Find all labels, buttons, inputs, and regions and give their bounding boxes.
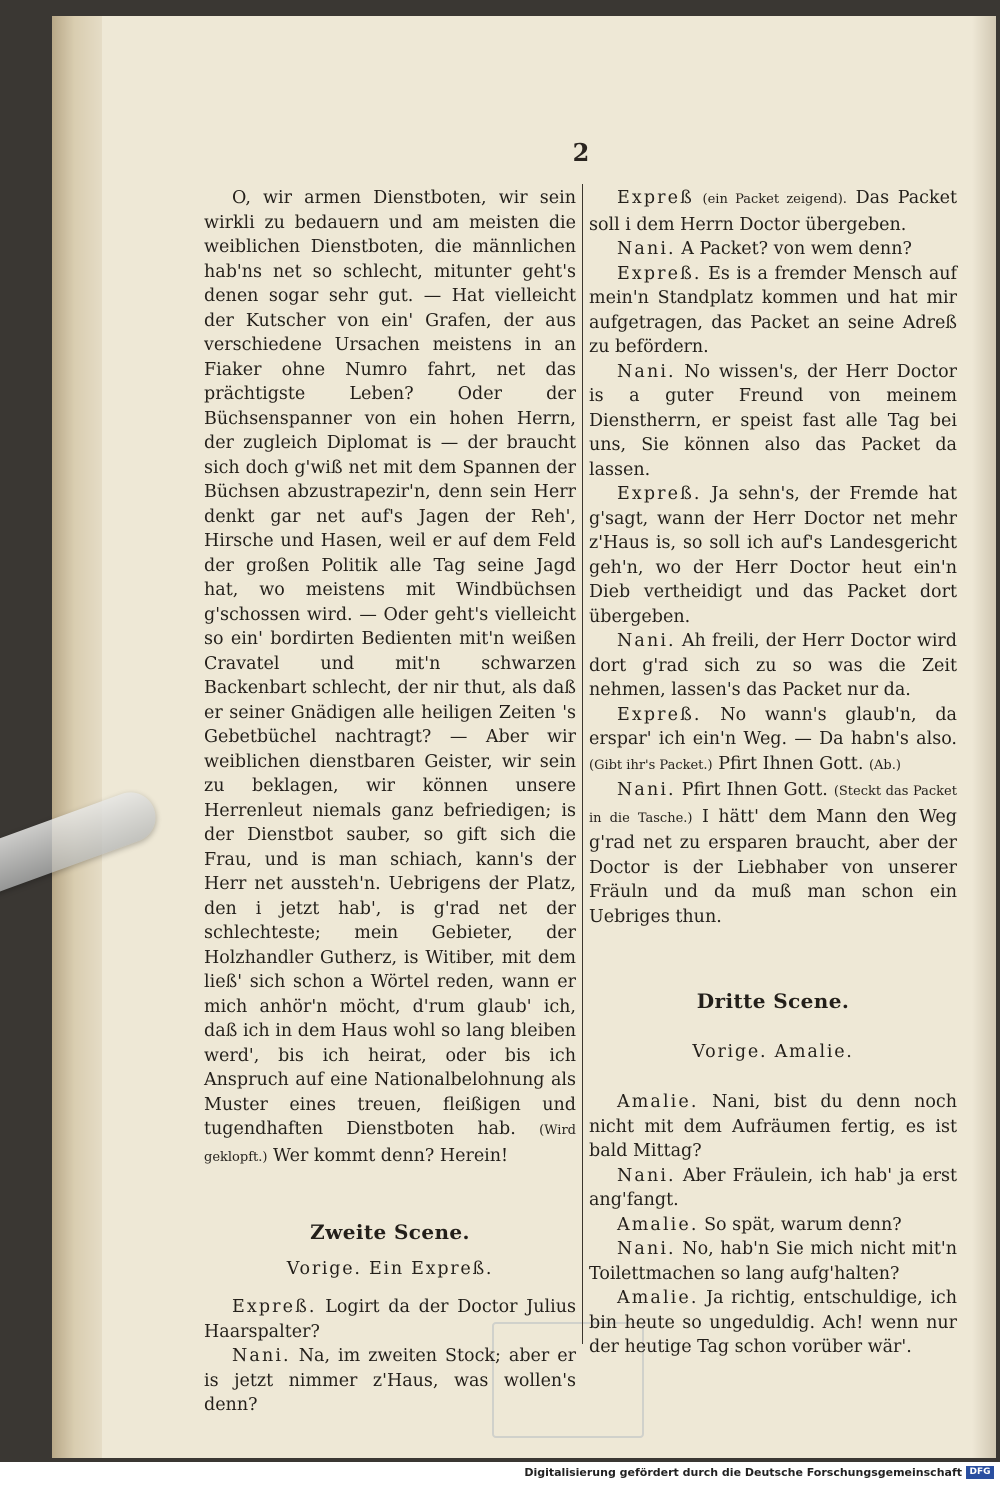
- stage-direction: (ein Packet zeigend).: [702, 192, 847, 207]
- dialogue-text: A Packet? von wem denn?: [681, 239, 912, 259]
- dialogue-line: [589, 778, 957, 929]
- dialogue-text: Ja richtig, entschuldige, ich bin heute so ungeduldig. Ach! wenn nur der heutige Tag schon vorüber wär'.: [589, 1288, 957, 1357]
- speaker-name: Amalie.: [617, 1092, 699, 1112]
- speaker-name: Nani.: [617, 780, 676, 800]
- dialogue-text: Logirt da der Doctor Julius Haarspalter?: [204, 1297, 576, 1342]
- dialogue-text: Ah freili, der Herr Doctor wird dort g'rad sich zu so was die Zeit nehmen, lassen's das Packet nur da.: [589, 631, 957, 700]
- dialogue-text: Es is a fremder Mensch auf mein'n Standplatz kommen und hat mir aufgetragen, das Packet an seine Adreß zu befördern.: [589, 263, 957, 357]
- column-divider: [582, 184, 583, 1344]
- dialogue-line: [589, 482, 957, 629]
- dialogue-text: No wann's glaub'n, da erspar' ich ein'n Weg. — Da habn's also.: [589, 704, 957, 749]
- dialogue-text: No wissen's, der Herr Doctor is a guter Freund von meinem Dienstherrn, er speist fast alle Tag bei uns, Sie können also das Packet da lassen.: [589, 361, 957, 480]
- dialogue-line: [589, 186, 957, 237]
- monologue-text: O, wir armen Dienstboten, wir sein wirkli zu bedauern und am meisten die weiblichen Dienstboten, die männlichen hab'ns net so schlecht, mitunter geht's denen sogar sehr gut. — Hat vielleicht der Kutscher von ein' Grafen, der aus verschiedene Ursachen meistens in an Fiaker ohne Numro fahrt, net das prächtigste Leben? Oder der Büchsenspanner von ein hohen Herrn, der zugleich Diplomat is — der braucht sich doch g'wiß net mit dem Spannen der Büchsen abzustrapezir'n, denn sein Herr denkt gar net auf's Jagen der Reh', Hirsche und Hasen, weil er auf dem Feld der großen Politik alle Tag seine Jagd hat, wo meistens mit Windbüchsen g'schossen wird. — Oder geht's vielleicht so ein' bordirten Bedienten mit'n weißen Cravatel und mit'n schwarzen Backenbart schlecht, der nir thut, als daß er seiner Gnädigen alle heiligen Zeiten 's Gebetbüchel nachtragt? — Aber wir weiblichen dienstbaren Geister, wir sein zu beklagen, wir können unsere Herrenleut niemals ganz befriedigen; is der Dienstbot sauber, so gift sich die Frau, und is man schiach, kann's der Herr net aussteh'n. Uebrigens der Platz, den i jetzt hab', is g'rad net der schlechteste; mein Gebieter, der Holzhandler Gutherz, is Witiber, mit dem ließ' sich schon a Wörtel reden, wann er mich anhör'n möcht, d'rum glaub' ich, daß ich in dem Haus wohl so lang bleiben werd', bis ich heirat, oder bis ich Anspruch auf eine Nationalbelohnung als Muster eines treuen, fleißigen und tugendhaften Dienstboten hab.: [204, 188, 576, 1139]
- dialogue-line: [589, 1286, 957, 1360]
- monologue-end: Wer kommt denn? Herein!: [273, 1145, 509, 1166]
- dialogue-line: [204, 1344, 576, 1418]
- dialogue-text: Nani, bist du denn noch nicht mit dem Aufräumen fertig, es ist bald Mittag?: [589, 1092, 957, 1161]
- dialogue-text: Na, im zweiten Stock; aber er is jetzt nimmer z'Haus, was wollen's denn?: [204, 1346, 576, 1415]
- dialogue-line: [204, 1295, 576, 1344]
- speaker-name: Nani.: [617, 631, 676, 651]
- speaker-name: Expreß: [617, 188, 694, 208]
- dfg-logo: DFG: [966, 1466, 994, 1479]
- speaker-name: Expreß.: [617, 484, 702, 504]
- page-right-edge: [972, 16, 996, 1458]
- speaker-name: Amalie.: [617, 1288, 699, 1308]
- stage-direction: (Gibt ihr's Packet.): [589, 757, 713, 773]
- dialogue-line: [589, 360, 957, 483]
- speaker-name: Expreß.: [617, 704, 702, 725]
- dialogue-text: Das Packet soll i dem Herrn Doctor übergeben.: [589, 188, 957, 235]
- dialogue-text: So spät, warum denn?: [704, 1214, 902, 1235]
- scene-heading: Zweite Scene.: [310, 1220, 470, 1244]
- dialogue-text: Pfirt Ihnen Gott.: [718, 753, 864, 774]
- speaker-name: Nani.: [617, 239, 676, 259]
- left-column: [204, 186, 576, 1418]
- dialogue-text: Pfirt Ihnen Gott.: [681, 780, 828, 800]
- right-column: [589, 186, 957, 1360]
- scene-heading: Dritte Scene.: [696, 989, 850, 1013]
- dialogue-text: Aber Fräulein, ich hab' ja erst ang'fangt.: [589, 1165, 957, 1210]
- stage-direction: (Wird geklopft.): [204, 1123, 576, 1165]
- dialogue-line: [589, 629, 957, 703]
- dialogue-line: [589, 1237, 957, 1286]
- speaker-name: Amalie.: [617, 1214, 699, 1235]
- scene-cast: Vorige. Ein Expreß.: [286, 1258, 494, 1279]
- dialogue-text: Ja sehn's, der Fremde hat g'sagt, wann der Herr Doctor net mehr z'Haus is, so soll ich auf's Landesgericht geh'n, wo der Herr Doctor heut ein'n Dieb vertheidigt und das Packet dort übergeben.: [589, 484, 957, 627]
- speaker-name: Nani.: [232, 1346, 291, 1366]
- monologue-paragraph: [204, 186, 576, 1170]
- speaker-name: Expreß.: [232, 1297, 317, 1317]
- dialogue-line: [589, 703, 957, 779]
- page-gutter-edge: [52, 16, 102, 1458]
- speaker-name: Nani.: [617, 361, 676, 382]
- dialogue-line: [589, 1213, 957, 1238]
- dialogue-line: [589, 262, 957, 360]
- speaker-name: Nani.: [617, 1239, 676, 1259]
- page-number: 2: [572, 138, 590, 167]
- dialogue-text: I hätt' dem Mann den Weg g'rad net zu ersparen braucht, aber der Doctor is der Liebhaber von unserer Fräuln und da muß man schon ein Uebriges thun.: [589, 806, 957, 927]
- scene-cast: Vorige. Amalie.: [692, 1041, 854, 1062]
- stage-direction: (Ab.): [868, 757, 901, 773]
- funding-credit: Digitalisierung gefördert durch die Deutsche Forschungsgemeinschaft: [524, 1466, 962, 1479]
- speaker-name: Nani.: [617, 1165, 676, 1186]
- dialogue-line: [589, 1090, 957, 1164]
- stage-direction: (Steckt das Packet in die Tasche.): [589, 784, 957, 826]
- dialogue-line: [589, 1164, 957, 1213]
- speaker-name: Expreß.: [617, 263, 702, 284]
- dialogue-text: No, hab'n Sie mich nicht mit'n Toilettmachen so lang aufg'halten?: [589, 1239, 957, 1284]
- dialogue-line: [589, 237, 957, 262]
- footer-bar: [0, 1462, 1000, 1485]
